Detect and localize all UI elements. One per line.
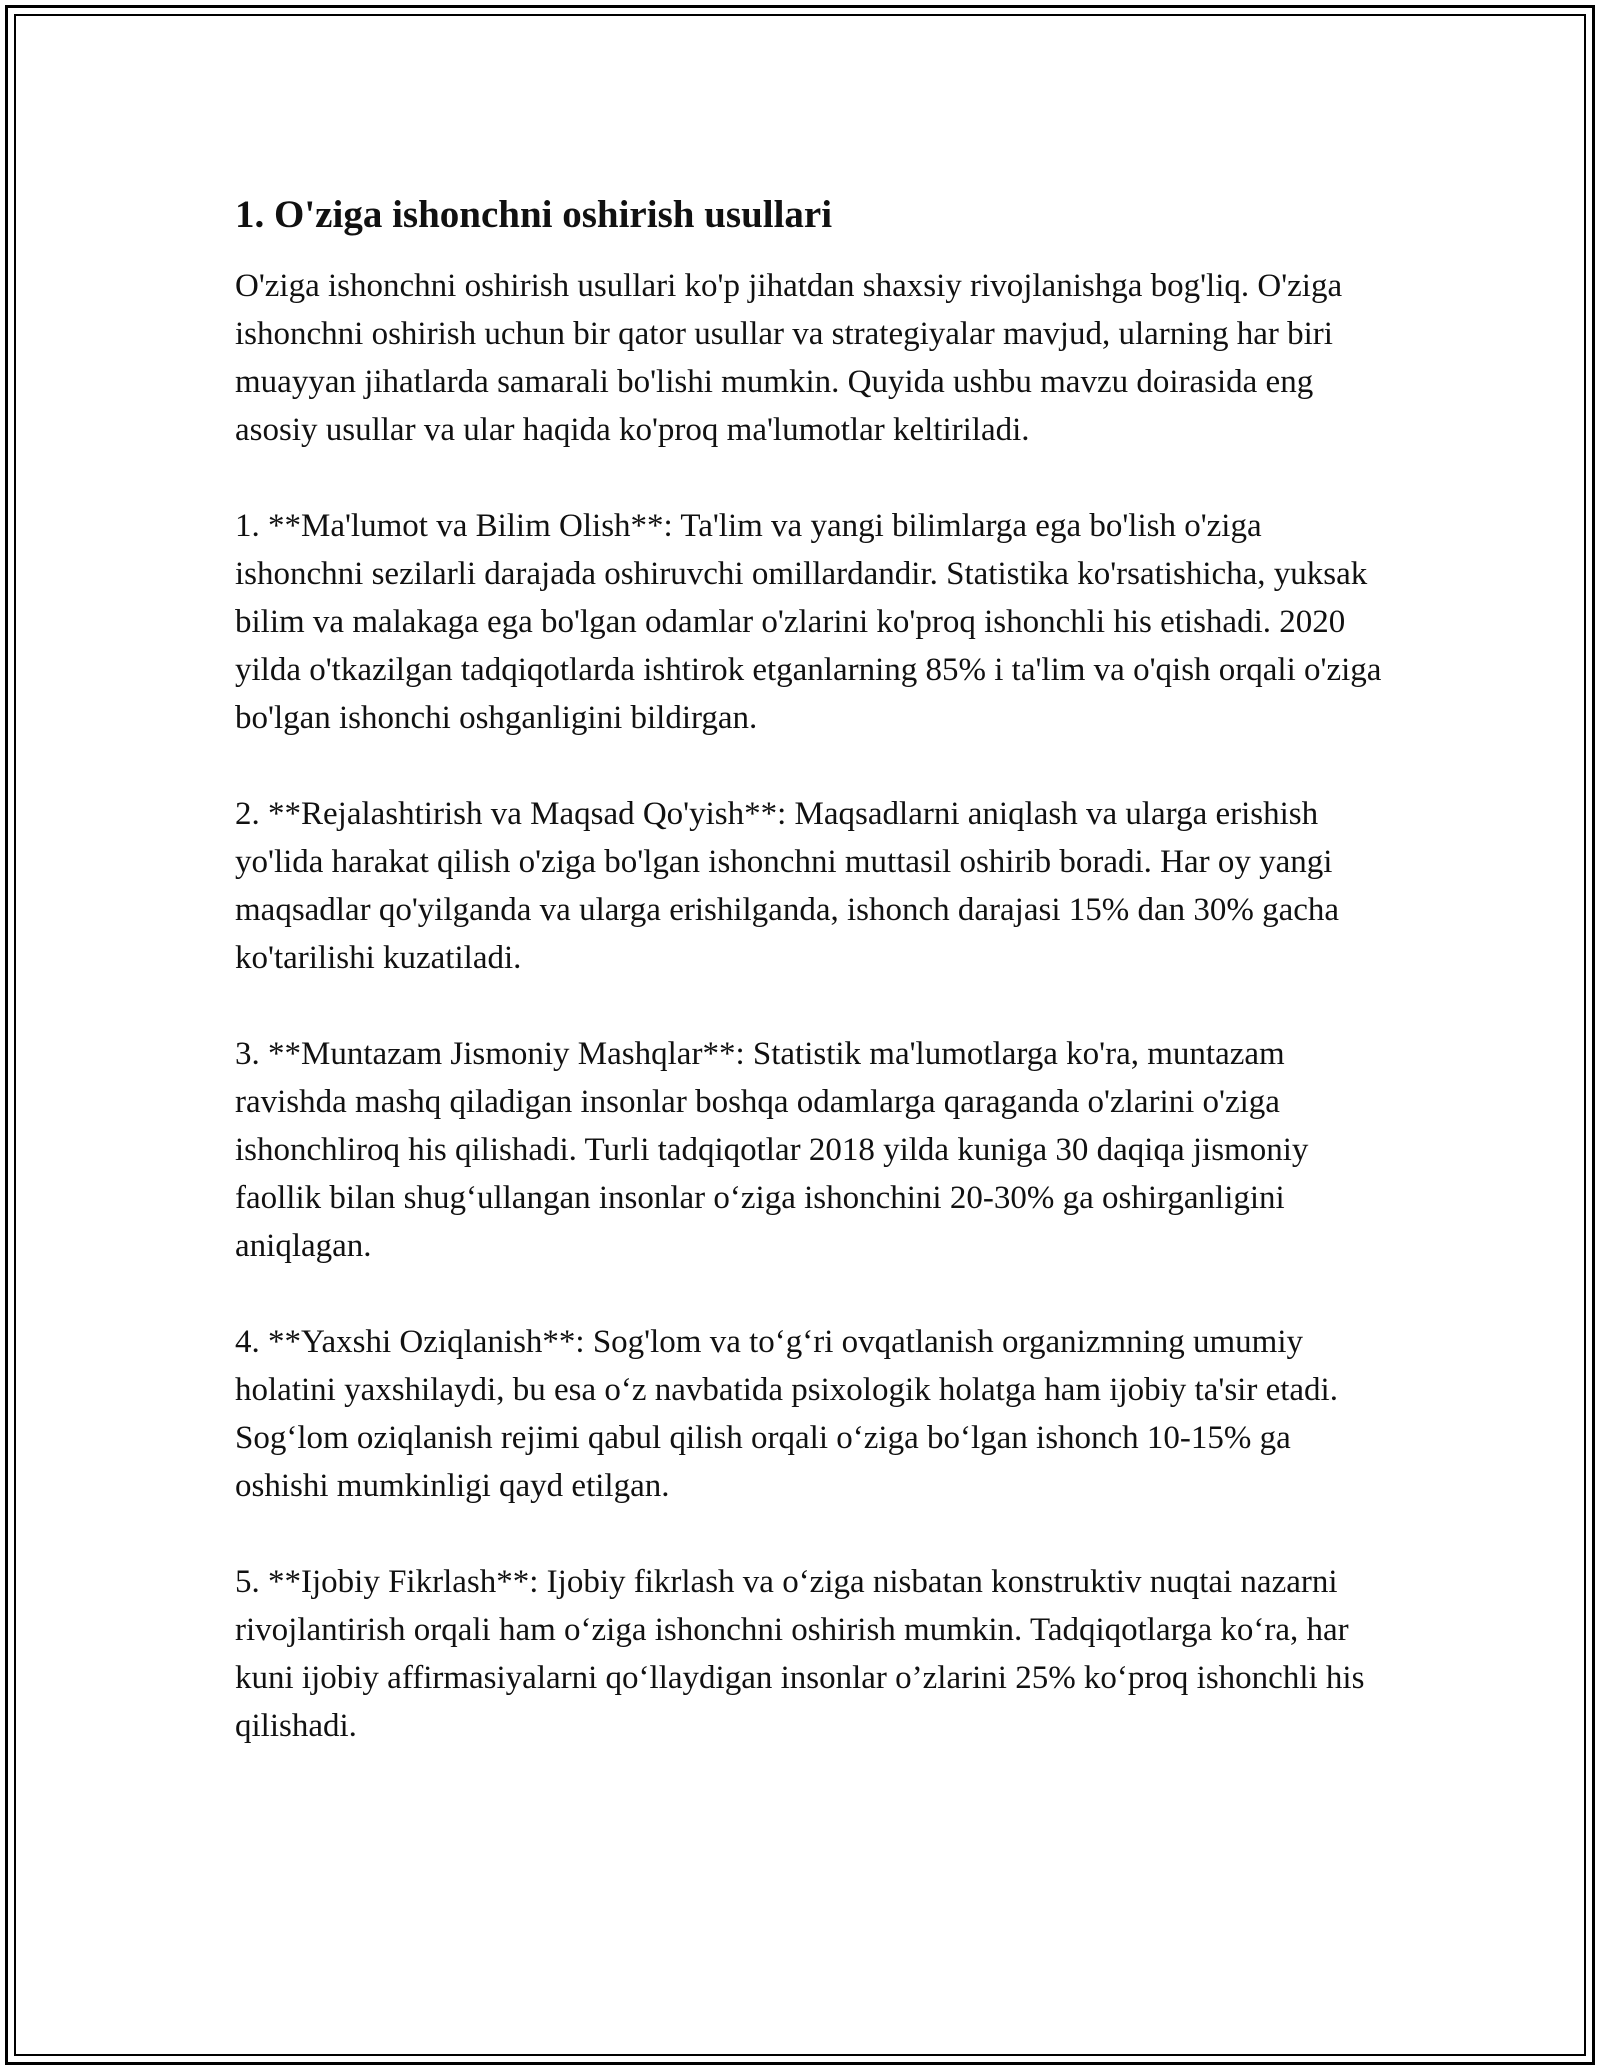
paragraph-item-2: 2. **Rejalashtirish va Maqsad Qo'yish**: Maqsadlarni aniqlash va ularga erishish yo'lida harakat qilish o'ziga bo'lgan ishonchni muttasil oshirib boradi. Har oy yangi maqsadlar qo'yilganda va ularga erishilganda, ishonch darajasi 15% dan 30% gacha ko'tarilishi kuzatiladi. — [235, 796, 1340, 976]
document-title: 1. O'ziga ishonchni oshirish usullari — [235, 193, 833, 236]
paragraph-item-1: 1. **Ma'lumot va Bilim Olish**: Ta'lim va yangi bilimlarga ega bo'lish o'ziga ishonchni sezilarli darajada oshiruvchi omillardandir. Statistika ko'rsatishicha, yuksak bilim va malakaga ega bo'lgan odamlar o'zlarini ko'proq ishonchli his etishadi. 2020 yilda o'tkazilgan tadqiqotlarda ishtirok etganlarning 85% i ta'lim va o'qish orqali o'ziga bo'lgan ishonchi oshganligini bildirgan. — [235, 508, 1382, 736]
intro-paragraph: O'ziga ishonchni oshirish usullari ko'p jihatdan shaxsiy rivojlanishga bog'liq. O'ziga ishonchni oshirish uchun bir qator usullar va strategiyalar mavjud, ularning har biri muayyan jihatlarda samarali bo'lishi mumkin. Quyida ushbu mavzu doirasida eng asosiy usullar va ular haqida ko'proq ma'lumotlar keltiriladi. — [235, 268, 1343, 448]
paragraph-item-5: 5. **Ijobiy Fikrlash**: Ijobiy fikrlash va o‘ziga nisbatan konstruktiv nuqtai nazarni rivojlantirish orqali ham o‘ziga ishonchni oshirish mumkin. Tadqiqotlarga ko‘ra, har kuni ijobiy affirmasiyalarni qo‘llaydigan insonlar o’zlarini 25% ko‘proq ishonchli his qilishadi. — [235, 1564, 1365, 1744]
document-body — [235, 188, 1385, 1798]
paragraph-item-4: 4. **Yaxshi Oziqlanish**: Sog'lom va to‘g‘ri ovqatlanish organizmning umumiy holatini yaxshilaydi, bu esa o‘z navbatida psixologik holatga ham ijobiy ta'sir etadi. Sog‘lom oziqlanish rejimi qabul qilish orqali o‘ziga bo‘lgan ishonch 10-15% ga oshishi mumkinligi qayd etilgan. — [235, 1324, 1338, 1504]
paragraph-item-3: 3. **Muntazam Jismoniy Mashqlar**: Statistik ma'lumotlarga ko'ra, muntazam ravishda mashq qiladigan insonlar boshqa odamlarga qaraganda o'zlarini o'ziga ishonchliroq his qilishadi. Turli tadqiqotlar 2018 yilda kuniga 30 daqiqa jismoniy faollik bilan shug‘ullangan insonlar o‘ziga ishonchini 20-30% ga oshirganligini aniqlagan. — [235, 1036, 1309, 1264]
